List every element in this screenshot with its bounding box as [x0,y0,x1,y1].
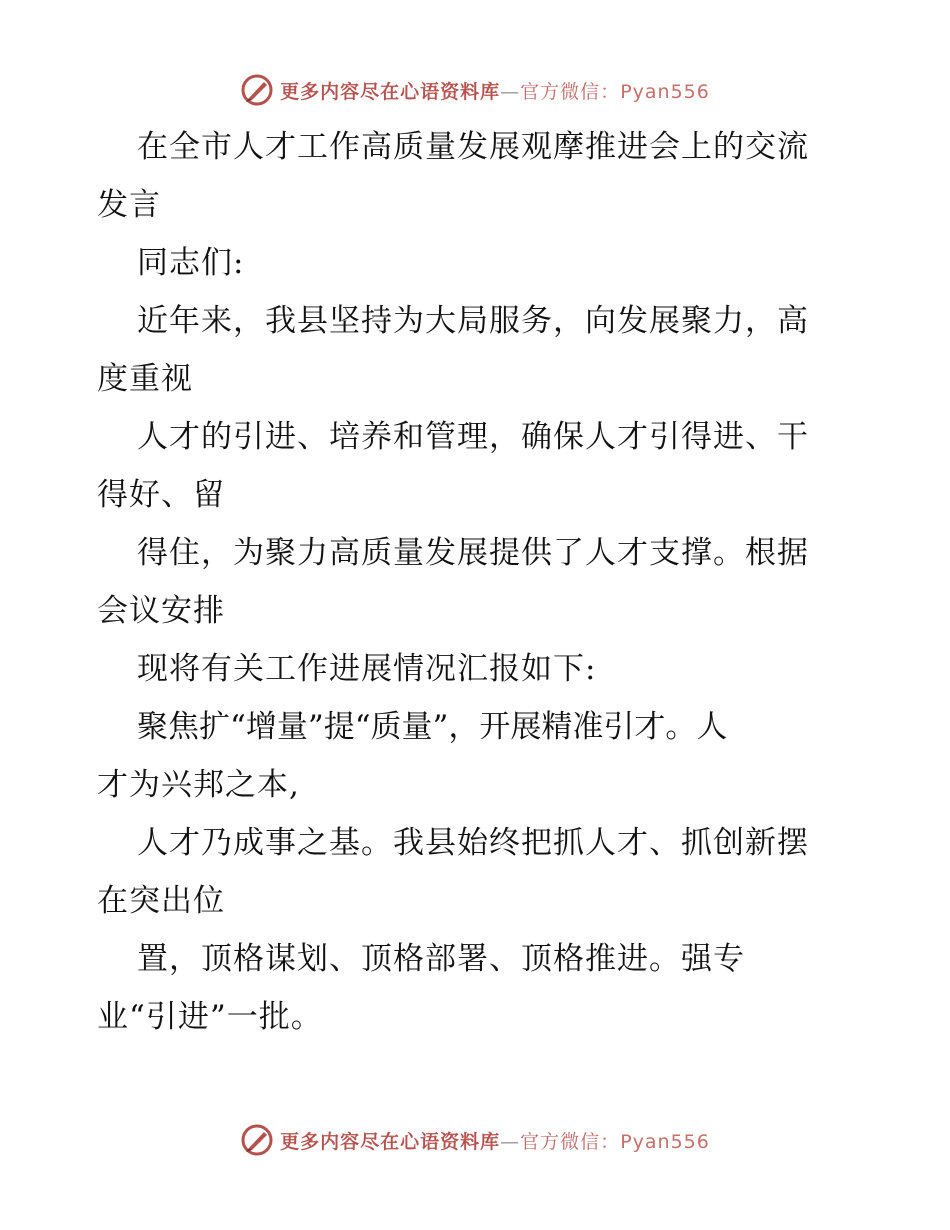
quill-logo-icon [240,73,274,107]
watermark-separator: — [500,1130,521,1153]
paragraph-line: 才为兴邦之本, [97,767,300,803]
watermark-label: 官方微信： [520,1130,621,1153]
paragraph-line: 近年来，我县坚持为大局服务，向发展聚力，高 [137,303,809,339]
header-watermark [0,70,950,110]
paragraph-line: 在突出位 [97,883,225,919]
title-line-1: 在全市人才工作高质量发展观摩推进会上的交流 [137,129,809,165]
paragraph-line: 会议安排 [97,593,225,629]
salutation: 同志们: [137,245,245,281]
footer-watermark [0,1120,950,1160]
paragraph-line: 现将有关工作进展情况汇报如下: [137,651,597,687]
paragraph-line: 人才乃成事之基。我县始终把抓人才、抓创新摆 [137,825,809,861]
watermark-text [280,77,710,104]
watermark-label: 官方微信： [520,80,621,103]
watermark-id: Pyan556 [620,1130,710,1153]
section-heading-line: 聚焦扩“增量”提“质量”，开展精准引才。人 [137,709,728,745]
watermark-id: Pyan556 [620,80,710,103]
watermark-main: 更多内容尽在心语资料库 [280,1130,501,1153]
paragraph-line: 得好、留 [97,477,225,513]
watermark-separator: — [500,80,521,103]
paragraph-line: 业“引进”一批。 [97,999,323,1035]
paragraph-line: 度重视 [97,361,193,397]
paragraph-line: 人才的引进、培养和管理，确保人才引得进、干 [137,419,809,455]
paragraph-line: 置，顶格谋划、顶格部署、顶格推进。强专 [137,941,745,977]
document-body [97,118,857,1046]
quill-logo-icon [240,1123,274,1157]
watermark-main: 更多内容尽在心语资料库 [280,80,501,103]
watermark-text [280,1127,710,1154]
paragraph-line: 得住，为聚力高质量发展提供了人才支撑。根据 [137,535,809,571]
title-line-2: 发言 [97,187,161,223]
